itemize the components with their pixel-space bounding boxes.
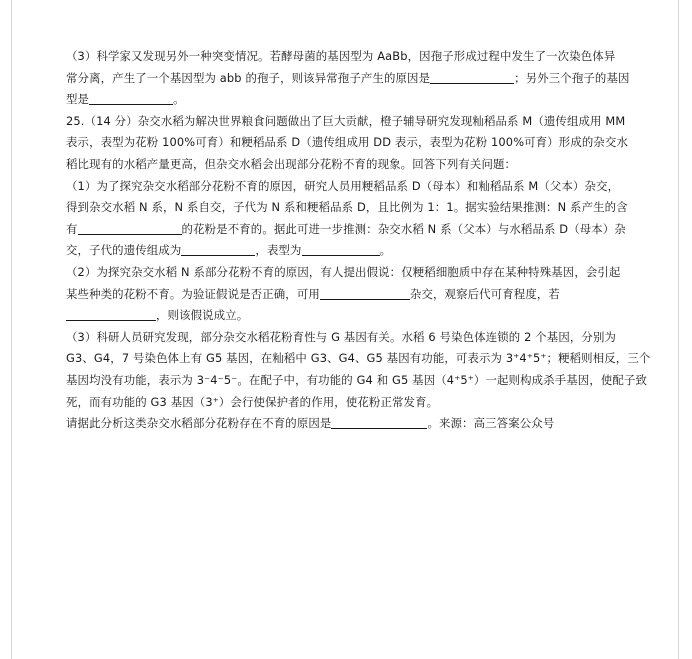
document-body [66, 46, 650, 435]
text-line [66, 154, 650, 176]
text-line [66, 262, 650, 284]
text-line [66, 392, 650, 414]
line-text: 交，子代的遗传组成为 [66, 243, 182, 258]
line-text: （1）为了探究杂交水稻部分花粉不育的原因，研究人员用粳稻品系 D（母本）和籼稻品系 M（父本）杂交， [66, 178, 620, 193]
line-text: 有 [66, 221, 78, 236]
text-line [66, 327, 650, 349]
line-text: 稻比现有的水稻产量更高，但杂交水稻会出现部分花粉不育的现象。回答下列有关问题： [66, 156, 517, 171]
answer-blank [331, 415, 427, 429]
text-line [66, 348, 650, 370]
answer-blank [78, 221, 182, 235]
text-line [66, 219, 650, 241]
text-line [66, 132, 650, 154]
text-line [66, 197, 650, 219]
line-text: （3）科学家又发现另外一种突变情况。若酵母菌的基因型为 AaBb，因孢子形成过程中发生了一次染色体异 [66, 49, 616, 63]
text-line [66, 176, 650, 198]
text-line [66, 46, 650, 68]
line-text: 。 [379, 243, 392, 258]
line-text: 基因均没有功能，表示为 3⁻4⁻5⁻。在配子中，有功能的 G4 和 G5 基因（4⁺5⁺）一起则构成杀手基因，使配子致 [66, 372, 648, 387]
line-text: 表示，表型为花粉 100%可育）和粳稻品系 D（遗传组成用 DD 表示，表型为花粉 100%可育）形成的杂交水 [66, 135, 629, 150]
line-text: 杂交，观察后代可育程度，若 [409, 286, 560, 301]
line-text: 25.（14 分）杂交水稻为解决世界粮食问题做出了巨大贡献，橙子辅导研究发现籼稻品系 M（遗传组成用 MM [66, 113, 626, 128]
line-text: 。来源：高三答案公众号 [427, 416, 555, 431]
question-25-heading [66, 111, 650, 133]
line-text: ；另外三个孢子的基因 [514, 70, 630, 85]
line-text: 型是 [66, 92, 90, 107]
answer-blank [66, 307, 156, 321]
text-line [66, 89, 650, 111]
answer-blank [430, 70, 514, 84]
text-line [66, 305, 650, 327]
line-text: 。 [173, 92, 185, 107]
answer-blank [89, 91, 173, 105]
answer-blank [320, 286, 410, 300]
text-line [66, 240, 650, 262]
line-text: 常分离，产生了一个基因型为 abb 的孢子，则该异常孢子产生的原因是 [66, 70, 431, 85]
answer-blank [302, 242, 380, 256]
text-line [66, 370, 650, 392]
line-text: ，则该假说成立。 [156, 308, 249, 323]
line-text: G3、G4，7 号染色体上有 G5 基因，在籼稻中 G3、G4、G5 基因有功能，可表示为 3⁺4⁺5⁺；粳稻则相反，三个 [66, 351, 651, 366]
answer-blank [181, 242, 255, 256]
line-text: 得到杂交水稻 N 系，N 系自交，子代为 N 系和粳稻品系 D，且比例为 1：1。据实验结果推测：N 系产生的含 [66, 200, 628, 215]
line-text: 请据此分析这类杂交水稻部分花粉存在不育的原因是 [66, 416, 332, 431]
line-text: 死，而有功能的 G3 基因（3⁺）会行使保护者的作用，使花粉正常发育。 [66, 394, 439, 409]
page-sheet [11, 0, 679, 659]
text-line [66, 284, 650, 306]
line-text: 的花粉是不育的。据此可进一步推测：杂交水稻 N 系（父本）与水稻品系 D（母本）杂 [181, 221, 626, 236]
line-text: ，表型为 [255, 243, 302, 258]
text-line [66, 413, 650, 435]
text-line [66, 68, 650, 90]
line-text: 某些种类的花粉不育。为验证假说是否正确，可用 [66, 286, 320, 301]
line-text: （3）科研人员研究发现，部分杂交水稻花粉育性与 G 基因有关。水稻 6 号染色体连锁的 2 个基因，分别为 [66, 329, 617, 344]
line-text: （2）为探究杂交水稻 N 系部分花粉不育的原因，有人提出假说：仅粳稻细胞质中存在某种特殊基因，会引起 [66, 264, 621, 279]
